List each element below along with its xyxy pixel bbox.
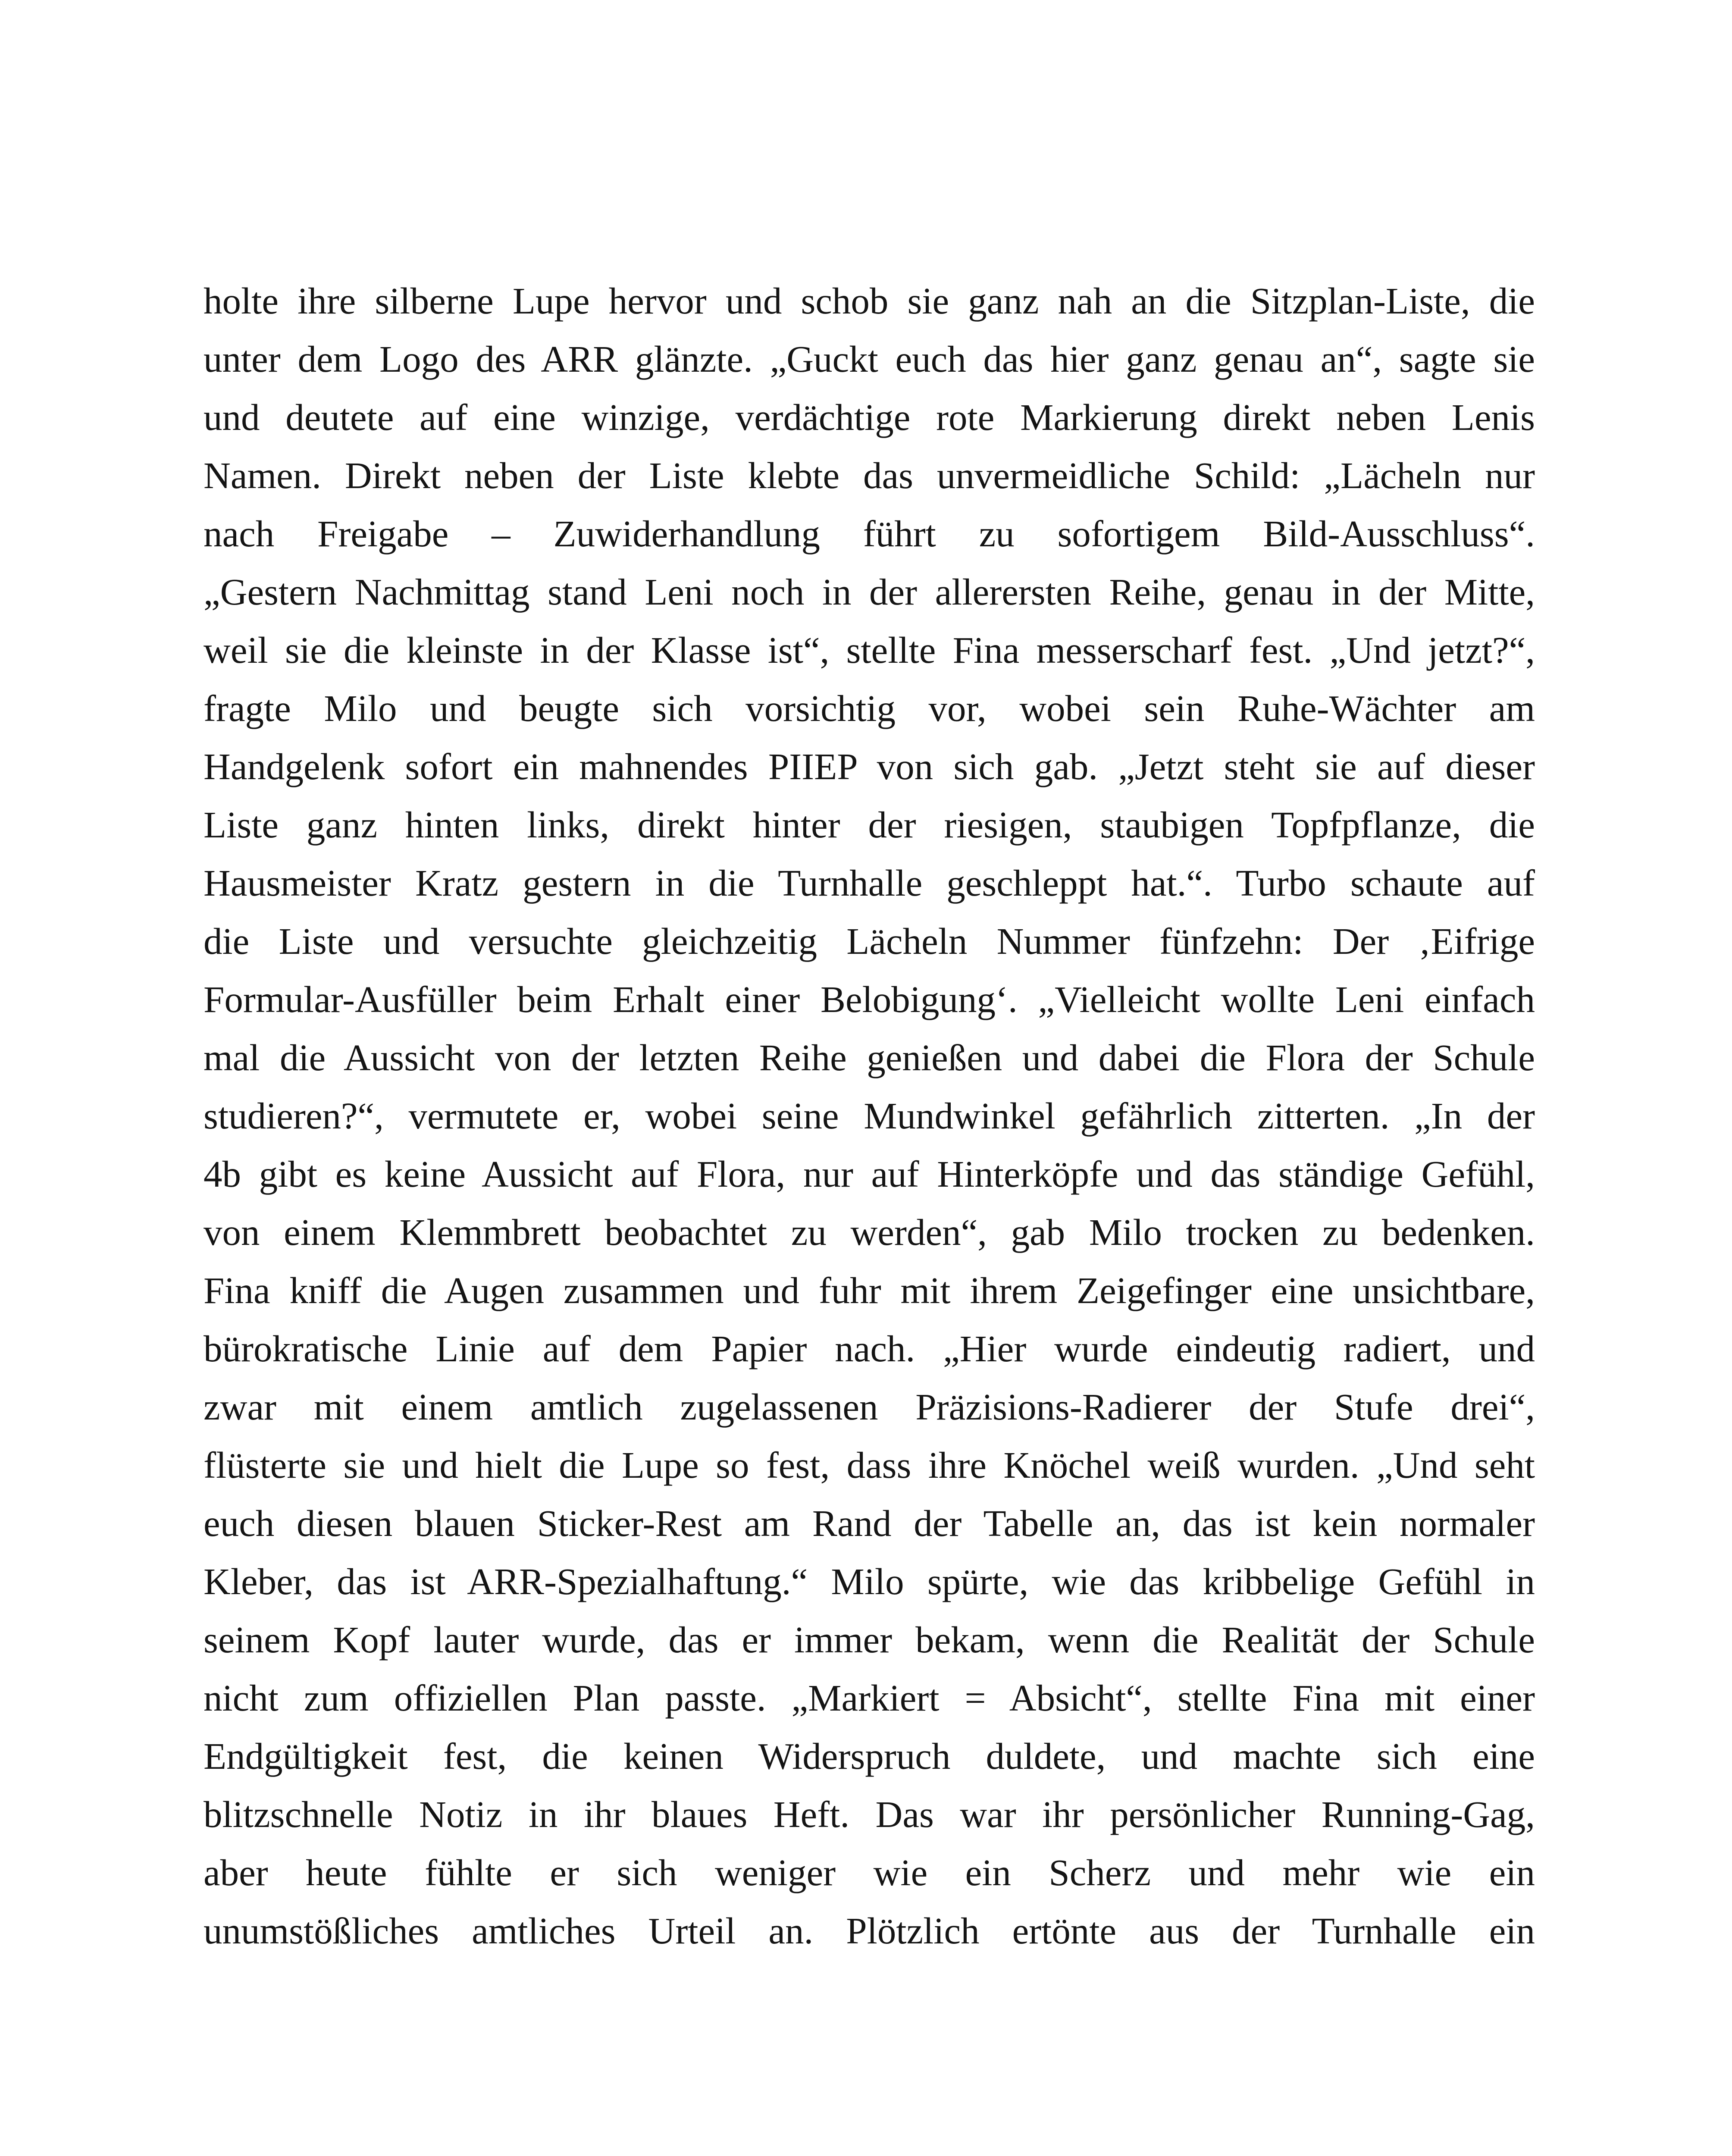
text-line: Namen. Direkt neben der Liste klebte das unvermeidliche Schild: „Lächeln nur	[204, 454, 1535, 496]
text-line: und deutete auf eine winzige, verdächtige rote Markierung direkt neben Lenis	[204, 396, 1535, 438]
text-line: blitzschnelle Notiz in ihr blaues Heft. Das war ihr persönlicher Running-Gag,	[204, 1793, 1535, 1835]
text-line: studieren?“, vermutete er, wobei seine Mundwinkel gefährlich zitterten. „In der	[204, 1095, 1535, 1137]
text-line: 4b gibt es keine Aussicht auf Flora, nur auf Hinterköpfe und das ständige Gefühl,	[204, 1153, 1535, 1195]
text-line: zwar mit einem amtlich zugelassenen Präzisions-Radierer der Stufe drei“,	[204, 1386, 1535, 1428]
text-line: Handgelenk sofort ein mahnendes PIIEP von sich gab. „Jetzt steht sie auf dieser	[204, 746, 1535, 787]
text-line: flüsterte sie und hielt die Lupe so fest, dass ihre Knöchel weiß wurden. „Und seht	[204, 1444, 1535, 1486]
text-line: nicht zum offiziellen Plan passte. „Markiert = Absicht“, stellte Fina mit einer	[204, 1677, 1535, 1719]
text-line: fragte Milo und beugte sich vorsichtig vor, wobei sein Ruhe-Wächter am	[204, 687, 1535, 729]
text-line: Formular-Ausfüller beim Erhalt einer Belobigung‘. „Vielleicht wollte Leni einfach	[204, 978, 1535, 1020]
text-line: die Liste und versuchte gleichzeitig Lächeln Nummer fünfzehn: Der ‚Eifrige	[204, 920, 1535, 962]
text-line: Endgültigkeit fest, die keinen Widerspruch duldete, und machte sich eine	[204, 1735, 1535, 1777]
text-line: bürokratische Linie auf dem Papier nach. „Hier wurde eindeutig radiert, und	[204, 1328, 1535, 1369]
text-line: nach Freigabe – Zuwiderhandlung führt zu sofortigem Bild-Ausschluss“.	[204, 513, 1535, 555]
text-line: Kleber, das ist ARR-Spezialhaftung.“ Milo spürte, wie das kribbelige Gefühl in	[204, 1561, 1535, 1602]
text-line: mal die Aussicht von der letzten Reihe genießen und dabei die Flora der Schule	[204, 1037, 1535, 1078]
text-line: unumstößliches amtliches Urteil an. Plötzlich ertönte aus der Turnhalle ein	[204, 1910, 1535, 1952]
text-line: seinem Kopf lauter wurde, das er immer bekam, wenn die Realität der Schule	[204, 1619, 1535, 1661]
text-line: Fina kniff die Augen zusammen und fuhr mit ihrem Zeigefinger eine unsichtbare,	[204, 1269, 1535, 1311]
text-line: weil sie die kleinste in der Klasse ist“, stellte Fina messerscharf fest. „Und jetzt?“,	[204, 629, 1535, 671]
text-line: Liste ganz hinten links, direkt hinter der riesigen, staubigen Topfpflanze, die	[204, 804, 1535, 846]
text-line: aber heute fühlte er sich weniger wie ein Scherz und mehr wie ein	[204, 1852, 1535, 1893]
body-text	[204, 272, 1535, 1960]
text-line: „Gestern Nachmittag stand Leni noch in der allerersten Reihe, genau in der Mitte,	[204, 571, 1535, 613]
text-line: euch diesen blauen Sticker-Rest am Rand der Tabelle an, das ist kein normaler	[204, 1502, 1535, 1544]
text-line: unter dem Logo des ARR glänzte. „Guckt euch das hier ganz genau an“, sagte sie	[204, 338, 1535, 380]
text-line: von einem Klemmbrett beobachtet zu werden“, gab Milo trocken zu bedenken.	[204, 1211, 1535, 1253]
text-line: holte ihre silberne Lupe hervor und schob sie ganz nah an die Sitzplan-Liste, die	[204, 280, 1535, 322]
text-line: Hausmeister Kratz gestern in die Turnhalle geschleppt hat.“. Turbo schaute auf	[204, 862, 1535, 904]
